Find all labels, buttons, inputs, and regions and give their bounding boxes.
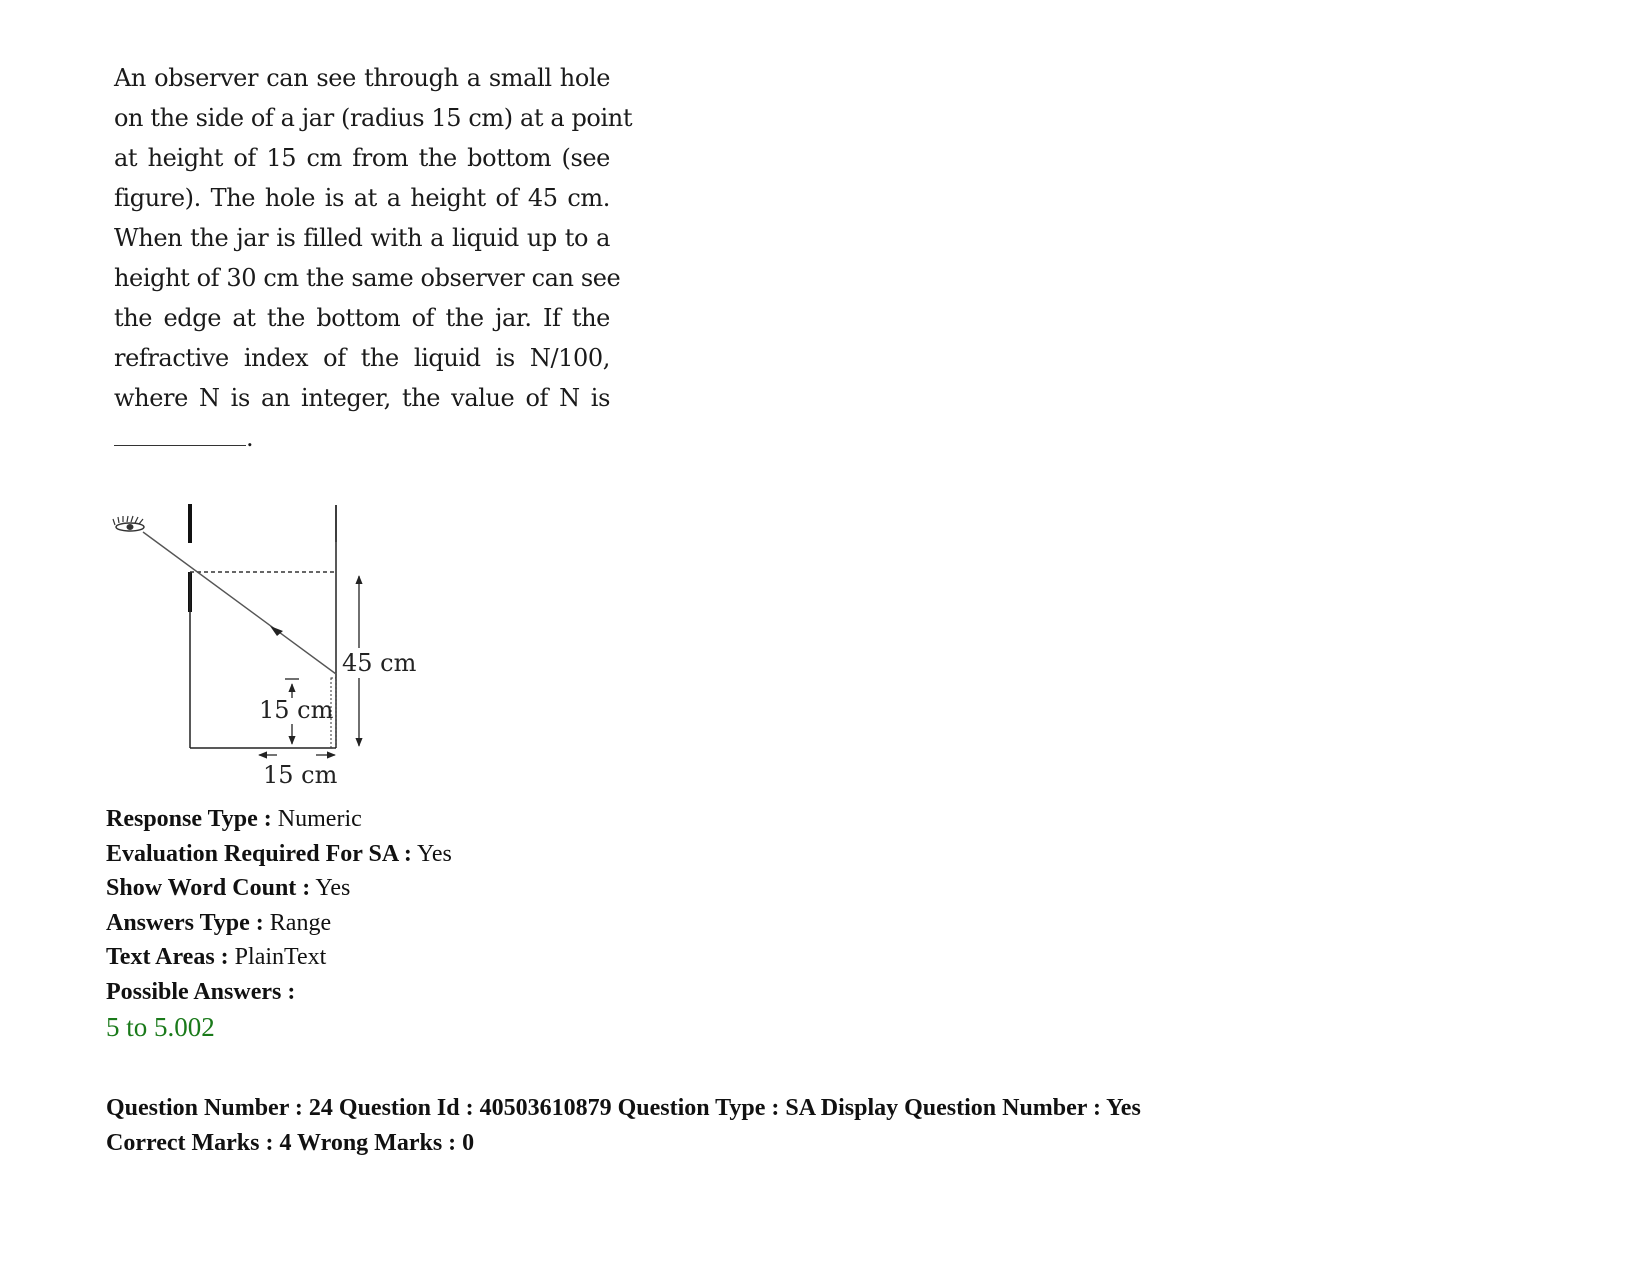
meta-evaluation-sa: Evaluation Required For SA : Yes xyxy=(106,840,452,867)
question-info-line: Question Number : 24 Question Id : 40503610879 Question Type : SA Display Question Number : Yes xyxy=(106,1095,1141,1121)
question-meta xyxy=(106,802,452,1009)
ray-arrow xyxy=(270,626,283,636)
question-line: figure). The hole is at a height of 45 cm. xyxy=(114,184,610,212)
question-footer xyxy=(106,1091,1141,1161)
question-text xyxy=(114,58,633,458)
question-line: on the side of a jar (radius 15 cm) at a point xyxy=(114,104,633,132)
point-height-label: 15 cm xyxy=(259,696,334,724)
height-label: 45 cm xyxy=(342,649,417,677)
question-line: at height of 15 cm from the bottom (see xyxy=(114,144,610,172)
answer-blank xyxy=(114,418,610,458)
meta-show-word-count: Show Word Count : Yes xyxy=(106,875,351,901)
eye-icon xyxy=(113,516,144,531)
meta-answers-type: Answers Type : Range xyxy=(106,909,332,936)
question-line: where N is an integer, the value of N is xyxy=(114,384,610,412)
possible-answer-value: 5 to 5.002 xyxy=(106,1012,215,1042)
question-line: height of 30 cm the same observer can see xyxy=(114,264,621,292)
meta-possible-answers: Possible Answers : xyxy=(106,978,296,1005)
jar-figure xyxy=(105,488,435,788)
light-ray xyxy=(143,532,336,674)
meta-text-areas: Text Areas : PlainText xyxy=(106,944,327,970)
question-line: refractive index of the liquid is N/100, xyxy=(114,344,610,372)
question-line: When the jar is filled with a liquid up to a xyxy=(114,224,610,252)
radius-label: 15 cm xyxy=(263,761,338,788)
blank-underline xyxy=(114,435,246,446)
blank-end-mark: . xyxy=(246,424,254,452)
meta-response-type: Response Type : Numeric xyxy=(106,806,362,832)
question-line: the edge at the bottom of the jar. If the xyxy=(114,304,610,332)
question-line: An observer can see through a small hole xyxy=(114,64,610,92)
marks-info-line: Correct Marks : 4 Wrong Marks : 0 xyxy=(106,1130,475,1156)
